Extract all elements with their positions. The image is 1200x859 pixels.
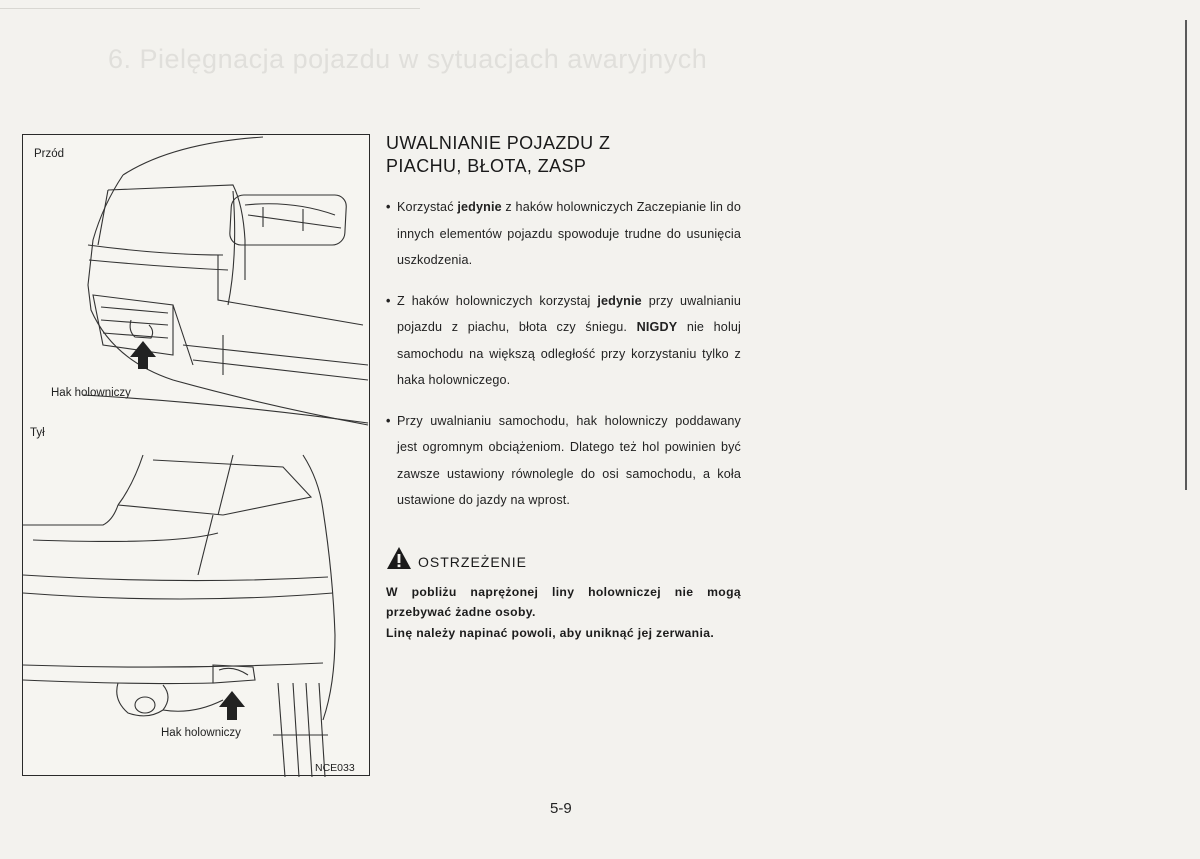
bullet-2-pre: Z haków holowniczych korzystaj: [397, 293, 598, 308]
page-number: 5-9: [550, 800, 572, 817]
bullet-dot: •: [386, 293, 391, 308]
bullet-2-post: nie holuj samochodu na większą odległość przy korzystaniu tylko z haka holowniczego.: [397, 320, 741, 387]
warning-title: OSTRZEŻENIE: [418, 553, 528, 570]
rear-arrow-icon: [219, 691, 245, 720]
tow-hook-figure: [22, 134, 370, 776]
page-edge-line: [1185, 20, 1187, 490]
rear-hook-label: Hak holowniczy: [161, 727, 241, 739]
bullet-2-mid: przy uwalnianiu pojazdu z piachu, błota czy śniegu.: [397, 293, 742, 334]
warning-line-2: Linę należy napinać powoli, aby uniknąć jej zerwania.: [386, 625, 715, 640]
section-heading: [386, 132, 741, 178]
bullet-2: [386, 288, 741, 394]
bullet-1-pre: Korzystać: [397, 200, 458, 214]
figure-code: NCE033: [315, 762, 355, 774]
bullet-3: [386, 408, 741, 514]
warning-text: [386, 582, 741, 644]
warning-header: [386, 546, 741, 570]
bullet-1-bold: jedynie: [457, 200, 502, 214]
front-label: Przód: [34, 148, 65, 160]
bullet-1: [386, 194, 741, 274]
warning-line-1: W pobliżu naprężonej liny holowniczej nie mogą przebywać żadne osoby.: [386, 584, 741, 619]
bullet-dot: •: [386, 200, 391, 214]
top-rule: [0, 8, 420, 9]
heading-line-1: UWALNIANIE POJAZDU Z: [386, 133, 611, 153]
faded-header-title: 6. Pielęgnacja pojazdu w sytuacjach awaryjnych: [108, 44, 708, 74]
front-hook-label: Hak holowniczy: [51, 387, 131, 399]
bullet-2-bold-nigdy: NIGDY: [636, 320, 678, 334]
rear-label: Tył: [30, 427, 45, 439]
front-arrow-icon: [130, 341, 156, 369]
tow-hook-illustration: [23, 135, 371, 777]
bullet-2-bold: jedynie: [597, 293, 642, 308]
bullet-3-text: Przy uwalnianiu samochodu, hak holowniczy poddawany jest ogromnym obciążeniom. Dlatego też hol powinien być zawsze ustawiony równolegle do osi samochodu, a koła ustawione do jazdy na wprost.: [397, 413, 741, 507]
warning-icon: [386, 546, 412, 570]
text-column: [386, 132, 741, 643]
heading-line-2: PIACHU, BŁOTA, ZASP: [386, 156, 587, 176]
bullet-1-post: z haków holowniczych Zaczepianie lin do innych elementów pojazdu spowoduje trudne do usunięcia uszkodzenia.: [397, 200, 741, 267]
bullet-dot: •: [386, 413, 391, 428]
